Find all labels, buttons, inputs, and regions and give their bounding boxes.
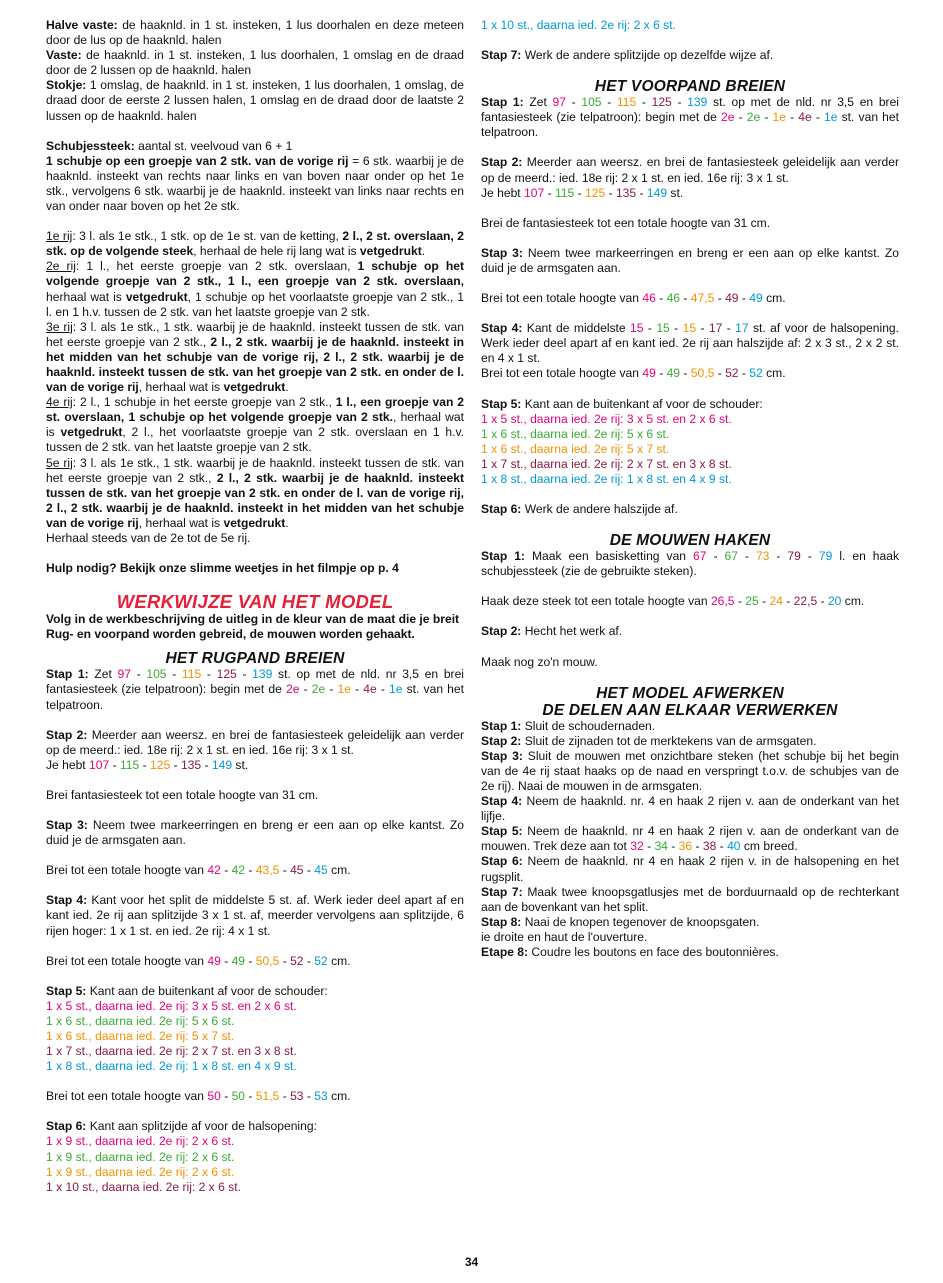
size-values: 46 - 46 - 47,5 - 49 - 49 [642,291,763,306]
finish-subtitle: DE DELEN AAN ELKAAR VERWERKEN [542,701,838,719]
back-step-5: Stap 5: Kant aan de buitenkant af voor de schouder: [46,983,328,998]
size-value: 4e [798,110,812,125]
sleeves-title: DE MOUWEN HAKEN [609,532,771,550]
size-value: 36 [678,839,693,854]
size-line: 1 x 9 st., daarna ied. 2e rij: 2 x 6 st. [46,1134,235,1149]
sleeve-height: Haak deze steek tot een totale hoogte van 26,5 - 25 - 24 - 22,5 - 20 cm. [481,594,865,609]
size-value: 46 [642,291,656,306]
front-step-4: Stap 4: Kant de middelste 15 - 15 - 15 - 17 - 17 st. af voor de halsopening. Werk ieder deel apart af en kant ied. 2e rij aan halszijde af: 2 x 3 st., 2 x 2 st. en 4 x 1 st. [481,321,900,366]
size-value: 115 [119,757,140,772]
size-value: 15 [682,321,697,336]
row-3: 3e rij: 3 l. als 1e stk., 1 stk. waarbij je de haaknld. insteekt tussen de stk. van het eerste groepje van 2 stk., 2 l., 2 stk. waarbij je de haaknld. insteekt in het midden van het schubje van de vorige rij, 2 l., 2 stk. waarbij je de haaknld. insteekt tussen de stk. van het groepje van 2 stk. en onder de l. van de vorige rij, herhaal wat is vetgedrukt. [46,319,465,395]
row-2: 2e rij: 1 l., het eerste groepje van 2 stk. overslaan, 1 schubje op het volgende groepje van 2 stk., 1 l., een groepje van 2 stk. overslaan, herhaal wat is vetgedrukt, 1 schubje op het voorlaatste groepje van 2 stk., 1 l. en 1 h.v. tussen de 2 stk. van het laatste groepje van 2 stk. [46,259,465,319]
size-value: 50 [231,1089,246,1104]
left-column [46,18,464,1195]
schub-definition: Schubjessteek: aantal st. veelvoud van 6 + 1 [46,138,293,153]
size-value: 149 [211,757,233,772]
back-height-2: Brei tot een totale hoogte van 49 - 49 - 50,5 - 52 - 52 cm. [46,953,351,968]
size-value: 1e [824,110,838,125]
size-value: 1e [772,110,786,125]
size-value: 73 [755,549,770,564]
front-step-1: Stap 1: Zet 97 - 105 - 115 - 125 - 139 st. op met de nld. nr 3,5 en brei fantasiesteek (zie telpatroon): begin met de 2e - 2e - 1e - 4e - 1e st. van het telpatroon. [481,95,899,140]
size-value: 97 [117,667,131,682]
stitch-half-vaste: Halve vaste: de haaknld. in 1 st. insteken, 1 lus doorhalen en deze meteen door de lus op de haaknld. halen [46,18,464,48]
size-value: 139 [252,667,273,682]
size-values: 42 - 42 - 43,5 - 45 - 45 [207,863,328,878]
size-values: 97 - 105 - 115 - 125 - 139 [117,667,273,682]
size-value: 17 [735,321,749,336]
size-value: 15 [630,321,644,336]
size-value: 79 [818,549,833,564]
size-value: 53 [290,1089,304,1104]
front-step-2: Stap 2: Meerder aan weersz. en brei de fantasiesteek geleidelijk aan verder op de meerd.: ied. 18e rij: 2 x 1 st. en ied. 16e rij: 3 x 1 st. [481,155,899,185]
size-line: 1 x 6 st., daarna ied. 2e rij: 5 x 6 st. [481,426,670,441]
back-step-6: Stap 6: Kant aan splitzijde af voor de halsopening: [46,1119,317,1134]
size-line: 1 x 6 st., daarna ied. 2e rij: 5 x 6 st. [46,1013,235,1028]
size-values: 107 - 115 - 125 - 135 - 149 [89,757,233,772]
size-value: 45 [314,863,328,878]
finish-step-7: Stap 7: Maak twee knoopsgatlusjes met de borduurnaald op de rechterkant aan de bovenkant van het split. [481,884,899,914]
size-value: 45 [290,863,304,878]
size-value: 1e [389,682,403,697]
size-value: 2e [746,110,761,125]
size-values: 2e - 2e - 1e - 4e - 1e [720,110,838,125]
size-values: 67 - 67 - 73 - 79 - 79 [693,549,833,564]
size-value: 46 [666,291,681,306]
size-value: 105 [581,95,602,110]
finish-step-1: Stap 1: Sluit de schoudernaden. [481,718,656,733]
size-value: 49 [725,291,739,306]
finish-step-3: Stap 3: Sluit de mouwen met onzichtbare steken (het schubje bij het begin van de 4e rij staat haaks op de naad en verspringt t.o.v. de schubjes van de 2e rij). Naai de mouwen in de armsgaten. [481,748,899,793]
size-value: 135 [180,757,202,772]
french-line: ie droite en haut de l'ouverture. [481,929,648,944]
size-line: 1 x 10 st., daarna ied. 2e rij: 2 x 6 st. [46,1179,241,1194]
size-value: 22,5 [793,594,818,609]
size-line: 1 x 8 st., daarna ied. 2e rij: 1 x 8 st. en 4 x 9 st. [481,471,732,486]
back-height-3: Brei tot een totale hoogte van 50 - 50 - 51,5 - 53 - 53 cm. [46,1089,351,1104]
back-height-1: Brei tot een totale hoogte van 42 - 42 - 43,5 - 45 - 45 cm. [46,863,351,878]
front-stitch-count: Je hebt 107 - 115 - 125 - 135 - 149 st. [481,185,684,200]
size-values: 32 - 34 - 36 - 38 - 40 [630,839,741,854]
size-value: 52 [290,953,304,968]
size-values: 49 - 49 - 50,5 - 52 - 52 [642,366,763,381]
size-value: 67 [724,549,738,564]
sleeve-again: Maak nog zo'n mouw. [481,654,598,669]
front-step-6: Stap 6: Werk de andere halszijde af. [481,502,678,517]
back-stitch-count: Je hebt 107 - 115 - 125 - 135 - 149 st. [46,757,249,772]
size-value: 2e [720,110,735,125]
size-value: 135 [615,185,637,200]
size-value: 53 [314,1089,328,1104]
help-note: Hulp nodig? Bekijk onze slimme weetjes in het filmpje op p. 4 [46,561,399,576]
size-value: 50 [207,1089,221,1104]
size-value: 4e [363,682,377,697]
size-value: 49 [231,953,246,968]
size-values: 2e - 2e - 1e - 4e - 1e [285,682,403,697]
front-height-2: Brei tot een totale hoogte van 49 - 49 - 50,5 - 52 - 52 cm. [481,366,786,381]
size-value: 40 [727,839,741,854]
size-value: 38 [702,839,717,854]
sleeve-step-1: Stap 1: Maak een basisketting van 67 - 67 - 73 - 79 - 79 l. en haak schubjessteek (zie de gebruikte steken). [481,549,900,579]
size-values: 107 - 115 - 125 - 135 - 149 [524,185,668,200]
size-value: 25 [745,594,759,609]
front-knit-31: Brei de fantasiesteek tot een totale hoogte van 31 cm. [481,215,771,230]
size-value: 17 [708,321,723,336]
size-value: 47,5 [690,291,715,306]
size-value: 125 [150,757,171,772]
row-4: 4e rij: 2 l., 1 schubje in het eerste groepje van 2 stk., 1 l., een groepje van 2 st. overslaan, 1 schubje op het volgende groepje van 2 stk., herhaal wat is vetgedrukt, 2 l., het voorlaatste groepje van 2 stk. overslaan en 1 h.v. tussen de 2 stk. van het laatste groepje van 2 stk. [46,395,464,455]
size-value: 50,5 [255,953,280,968]
size-value: 52 [749,366,763,381]
size-value: 105 [146,667,167,682]
back-step-7: Stap 7: Werk de andere splitzijde op dezelfde wijze af. [481,48,774,63]
size-value: 115 [616,95,637,110]
size-value: 52 [314,953,328,968]
size-value: 42 [207,863,221,878]
finish-step-5: Stap 5: Neem de haaknld. nr 4 en haak 2 rijen v. aan de onderkant van de mouwen. Trek deze aan tot 32 - 34 - 36 - 38 - 40 cm breed. [481,824,899,854]
size-value: 24 [769,594,783,609]
back-title: HET RUGPAND BREIEN [165,650,345,668]
size-value: 125 [651,95,672,110]
size-value: 2e [285,682,300,697]
back-knit-31: Brei fantasiesteek tot een totale hoogte van 31 cm. [46,787,319,802]
size-value: 79 [787,549,801,564]
size-values: 49 - 49 - 50,5 - 52 - 52 [207,953,328,968]
size-value: 42 [231,863,246,878]
finish-step-4: Stap 4: Neem de haaknld. nr. 4 en haak 2 rijen v. aan de onderkant van het lijfje. [481,794,899,824]
size-value: 49 [207,953,221,968]
size-line: 1 x 8 st., daarna ied. 2e rij: 1 x 8 st. en 4 x 9 st. [46,1059,297,1074]
size-line: 1 x 7 st., daarna ied. 2e rij: 2 x 7 st. en 3 x 8 st. [481,456,732,471]
front-step-3: Stap 3: Neem twee markeerringen en breng er een aan op elke kantst. Zo duid je de armsgaten aan. [481,245,899,275]
size-line: 1 x 6 st., daarna ied. 2e rij: 5 x 7 st. [46,1028,235,1043]
size-line: 1 x 5 st., daarna ied. 2e rij: 3 x 5 st. en 2 x 6 st. [481,411,732,426]
front-step-5: Stap 5: Kant aan de buitenkant af voor de schouder: [481,396,763,411]
size-value: 20 [827,594,842,609]
size-value: 2e [311,682,326,697]
schub-description: 1 schubje op een groepje van 2 stk. van de vorige rij = 6 stk. waarbij je de haaknld. insteekt van rechts naar links en van boven naar onder op het 1e stk., vervolgens 6 stk. waarbij je de haaknld. insteekt van links naar rechts en van onder naar boven op het 2e stk. [46,153,464,214]
size-line: 1 x 9 st., daarna ied. 2e rij: 2 x 6 st. [46,1149,235,1164]
repeat-note: Herhaal steeds van de 2e tot de 5e rij. [46,531,251,545]
size-value: 43,5 [255,863,280,878]
size-value: 1e [337,682,351,697]
size-line: 1 x 9 st., daarna ied. 2e rij: 2 x 6 st. [46,1164,235,1179]
size-line: 1 x 7 st., daarna ied. 2e rij: 2 x 7 st. en 3 x 8 st. [46,1044,297,1059]
size-value: 115 [181,667,202,682]
row-1: 1e rij: 3 l. als 1e stk., 1 stk. op de 1e st. van de ketting, 2 l., 2 st. overslaan, 2 stk. op de volgende steek, herhaal de hele rij lang wat is vetgedrukt. [46,229,464,259]
size-value: 34 [654,839,668,854]
size-value: 26,5 [710,594,735,609]
size-value: 107 [524,185,545,200]
back-step-1: Stap 1: Zet 97 - 105 - 115 - 125 - 139 st. op met de nld. nr 3,5 en brei fantasiesteek (zie telpatroon): begin met de 2e - 2e - 1e - 4e - 1e st. van het telpatroon. [46,667,464,712]
size-value: 125 [216,667,237,682]
back-step-4: Stap 4: Kant voor het split de middelste 5 st. af. Werk ieder deel apart af en kant ied. 2e rij aan splitzijde 3 x 1 st. af, meerder vervolgens aan splitzijde, 6 rijen hoger: 1 x 1 st. en ied. 2e rij: 4 x 1 st. [46,893,464,938]
method-note-2: Rug- en voorpand worden gebreid, de mouwen worden gehaakt. [46,627,415,642]
finish-step-8: Stap 8: Naai de knopen tegenover de knoopsgaten. [481,914,760,929]
sleeve-step-2: Stap 2: Hecht het werk af. [481,624,623,639]
back-step-3: Stap 3: Neem twee markeerringen en breng er een aan op elke kantst. Zo duid je de armsgaten aan. [46,818,464,848]
finish-step-2: Stap 2: Sluit de zijnaden tot de merktekens van de armsgaten. [481,733,817,748]
size-value: 107 [89,757,110,772]
front-height-1: Brei tot een totale hoogte van 46 - 46 - 47,5 - 49 - 49 cm. [481,291,786,306]
method-note-1: Volg in de werkbeschrijving de uitleg in de kleur van de maat die je breit [46,612,460,627]
size-line: 1 x 5 st., daarna ied. 2e rij: 3 x 5 st. en 2 x 6 st. [46,998,297,1013]
size-value: 149 [646,185,668,200]
etape-8: Etape 8: Coudre les boutons en face des boutonnières. [481,945,779,960]
size-value: 15 [656,321,670,336]
front-title: HET VOORPAND BREIEN [594,78,786,96]
size-value: 52 [725,366,739,381]
size-value: 139 [687,95,708,110]
size-values: 15 - 15 - 15 - 17 - 17 [630,321,749,336]
row-5: 5e rij: 3 l. als 1e stk., 1 stk. waarbij je de haaknld. insteekt tussen de stk. van het eerste groepje van 2 stk., 2 l., 2 stk. waarbij je de haaknld. insteekt tussen de stk. van het groepje van 2 stk. en onder de l. van de vorige rij, 2 l., 2 stk. waarbij je de haaknld. insteekt in het midden van het schubje van de vorige rij, herhaal wat is vetgedrukt. [46,455,465,530]
size-value: 97 [552,95,566,110]
stitch-vaste: Vaste: de haaknld. in 1 st. insteken, 1 lus doorhalen, 1 omslag en de draad door de 2 lussen op de haaknld. halen [46,48,464,78]
size-line: 1 x 6 st., daarna ied. 2e rij: 5 x 7 st. [481,441,670,456]
method-title: WERKWIJZE VAN HET MODEL [116,591,394,613]
back-step-2: Stap 2: Meerder aan weersz. en brei de fantasiesteek geleidelijk aan verder op de meerd.: ied. 18e rij: 2 x 1 st. en ied. 16e rij: 3 x 1 st. [46,727,464,757]
size-values: 26,5 - 25 - 24 - 22,5 - 20 [710,594,842,609]
size-values: 50 - 50 - 51,5 - 53 - 53 [207,1089,328,1104]
size-value: 49 [749,291,763,306]
size-value: 115 [554,185,575,200]
size-value: 32 [630,839,644,854]
size-value: 49 [666,366,681,381]
size-value: 49 [642,366,656,381]
size-value: 50,5 [690,366,715,381]
page-number: 34 [464,1255,479,1269]
size-values: 97 - 105 - 115 - 125 - 139 [552,95,708,110]
size-value: 51,5 [255,1089,280,1104]
right-column [481,18,899,960]
size-line: 1 x 10 st., daarna ied. 2e rij: 2 x 6 st. [481,18,676,32]
finish-title: HET MODEL AFWERKEN [596,684,784,702]
size-value: 67 [693,549,707,564]
finish-step-6: Stap 6: Neem de haaknld. nr 4 en haak 2 rijen v. in de halsopening en het rugsplit. [481,854,899,884]
size-value: 125 [585,185,606,200]
stitch-stokje: Stokje: 1 omslag, de haaknld. in 1 st. insteken, 1 lus doorhalen, 1 omslag, de draad door de eerste 2 lussen halen, 1 omslag en de draad door de laatste 2 lussen op de haaknld. halen [46,78,464,123]
